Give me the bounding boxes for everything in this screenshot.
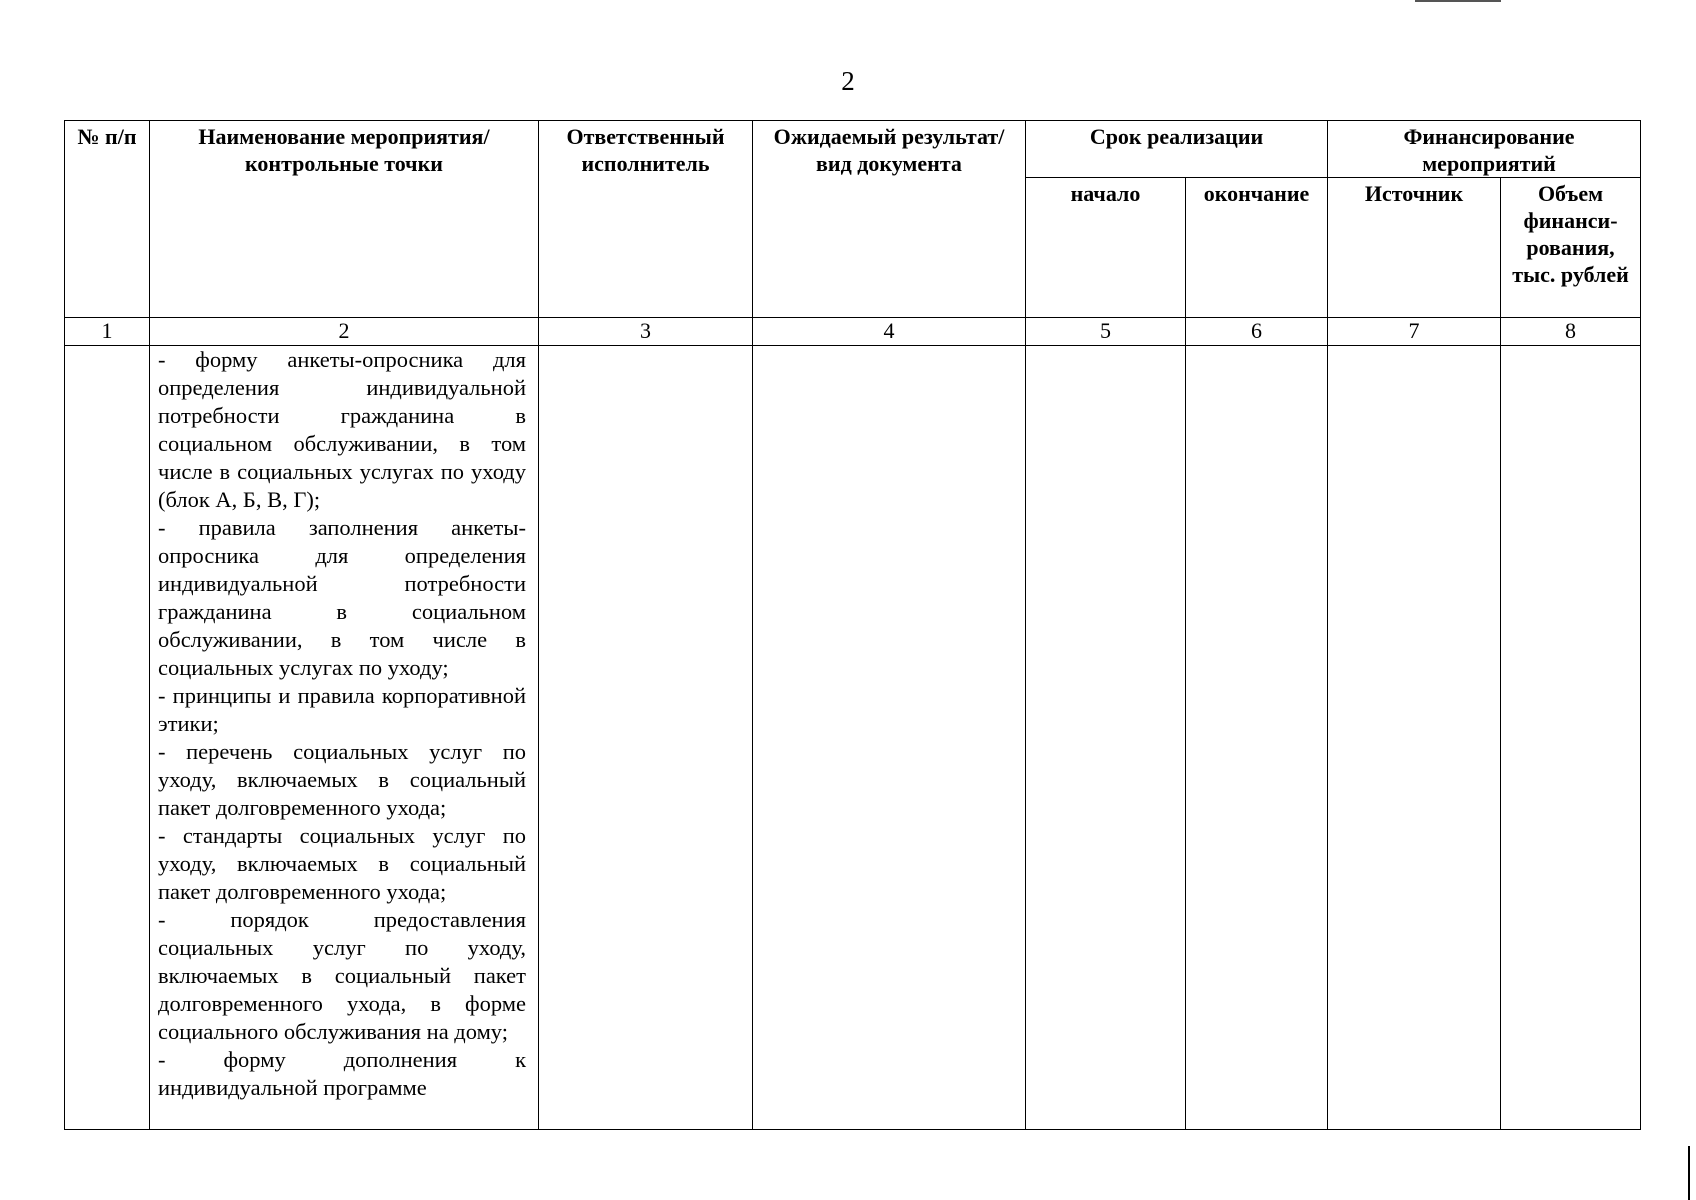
- header-activity-name: Наименование мероприятия/ контрольные точки: [150, 121, 539, 318]
- financing-volume-cell: [1501, 346, 1641, 1130]
- start-date-cell: [1026, 346, 1186, 1130]
- column-number-6: 6: [1186, 318, 1328, 346]
- activity-plan-table: [64, 120, 1641, 1130]
- column-number-3: 3: [539, 318, 753, 346]
- column-number-7: 7: [1328, 318, 1501, 346]
- activity-name-cell: [150, 346, 539, 1130]
- financing-source-cell: [1328, 346, 1501, 1130]
- column-number-2: 2: [150, 318, 539, 346]
- column-number-5: 5: [1026, 318, 1186, 346]
- end-date-cell: [1186, 346, 1328, 1130]
- activity-item: - порядок предоставления социальных услуг по уходу, включаемых в социальный пакет долговременного ухода, в форме социального обслуживания на дому;: [158, 907, 526, 1044]
- expected-result-cell: [753, 346, 1026, 1130]
- header-end: окончание: [1186, 178, 1328, 318]
- column-number-1: 1: [65, 318, 150, 346]
- header-financing: Финансирование мероприятий: [1328, 121, 1641, 178]
- right-edge-mark: [1688, 1146, 1690, 1200]
- column-number-8: 8: [1501, 318, 1641, 346]
- page-number: 2: [841, 66, 855, 96]
- header-implementation-period: Срок реализации: [1026, 121, 1328, 178]
- activity-item: - принципы и правила корпоративной этики;: [158, 683, 526, 736]
- activity-item: - форму дополнения к индивидуальной программе: [158, 1047, 526, 1100]
- activity-item: - правила заполнения анкеты-опросника для определения индивидуальной потребности гражданина в социальном обслуживании, в том числе в социальных услугах по уходу;: [158, 515, 526, 680]
- responsible-executor-cell: [539, 346, 753, 1130]
- header-responsible-executor: Ответственный исполнитель: [539, 121, 753, 318]
- row-number-cell: [65, 346, 150, 1130]
- activity-item: - форму анкеты-опросника для определения индивидуальной потребности гражданина в социальном обслуживании, в том числе в социальных услугах по уходу (блок А, Б, В, Г);: [158, 347, 526, 512]
- header-number: № п/п: [65, 121, 150, 318]
- top-edge-mark: [1415, 0, 1501, 2]
- activity-item: - перечень социальных услуг по уходу, включаемых в социальный пакет долговременного ухода;: [158, 739, 526, 820]
- header-expected-result: Ожидаемый результат/вид документа: [753, 121, 1026, 318]
- column-number-4: 4: [753, 318, 1026, 346]
- header-start: начало: [1026, 178, 1186, 318]
- header-financing-volume: Объем финанси-рования, тыс. рублей: [1501, 178, 1641, 318]
- activity-item: - стандарты социальных услуг по уходу, включаемых в социальный пакет долговременного ухода;: [158, 823, 526, 904]
- header-source: Источник: [1328, 178, 1501, 318]
